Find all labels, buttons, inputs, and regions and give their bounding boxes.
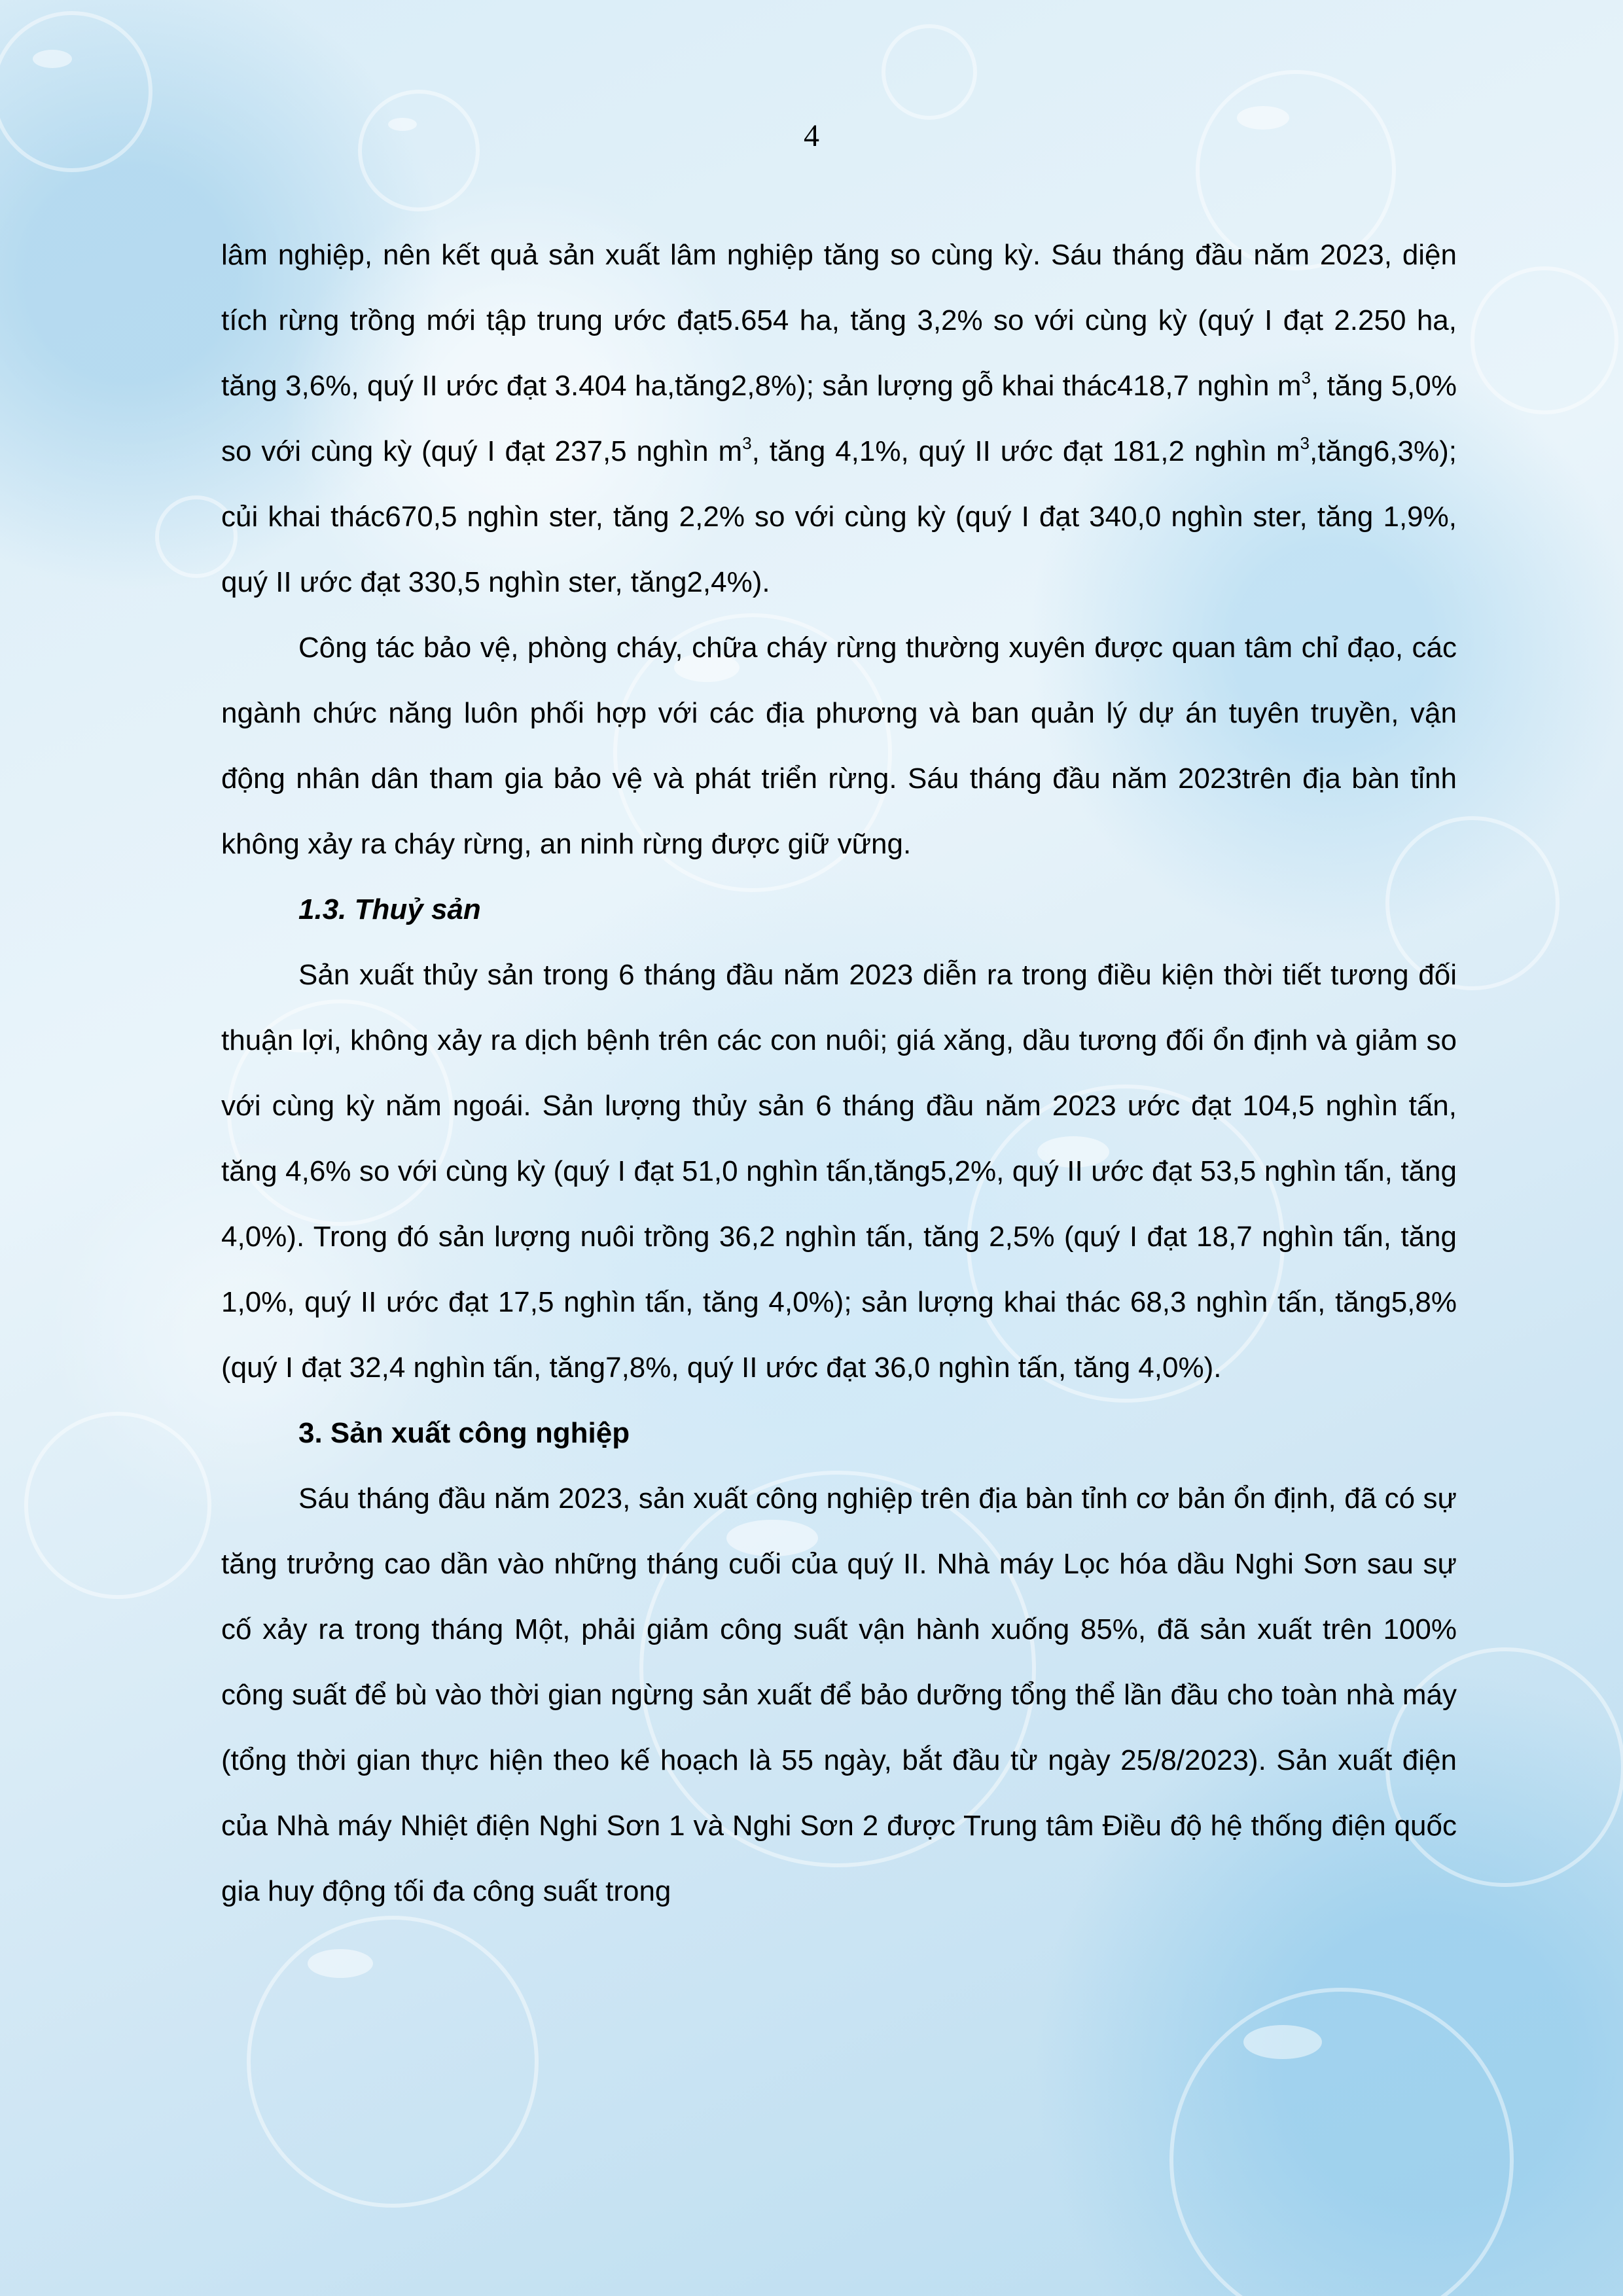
- section-heading-fisheries: 1.3. Thuỷ sản: [298, 893, 481, 925]
- paragraph-forestry-text-2: , tăng 5,0% so với cùng kỳ (quý I đạt 237,5 nghìn m: [221, 370, 1457, 467]
- paragraph-fisheries: Sản xuất thủy sản trong 6 tháng đầu năm 2023 diễn ra trong điều kiện thời tiết tương đối thuận lợi, không xảy ra dịch bệnh trên các con nuôi; giá xăng, dầu tương đối ổn định và giảm so với cùng kỳ năm ngoái. Sản lượng thủy sản 6 tháng đầu năm 2023 ước đạt 104,5 nghìn tấn, tăng 4,6% so với cùng kỳ (quý I đạt 51,0 nghìn tấn,tăng5,2%, quý II ước đạt 53,5 nghìn tấn, tăng 4,0%). Trong đó sản lượng nuôi trồng 36,2 nghìn tấn, tăng 2,5% (quý I đạt 18,7 nghìn tấn, tăng 1,0%, quý II ước đạt 17,5 nghìn tấn, tăng 4,0%); sản lượng khai thác 68,3 nghìn tấn, tăng5,8% (quý I đạt 32,4 nghìn tấn, tăng7,8%, quý II ước đạt 36,0 nghìn tấn, tăng 4,0%).: [221, 959, 1457, 1384]
- document-body: [221, 223, 1457, 1924]
- page-number: 4: [804, 118, 819, 153]
- paragraph-forestry-text-3: , tăng 4,1%, quý II ước đạt 181,2 nghìn m: [751, 435, 1300, 467]
- superscript-cubic: 3: [1301, 368, 1311, 387]
- paragraph-forestry-text-4: ,tăng6,3%); củi khai thác670,5 nghìn ster, tăng 2,2% so với cùng kỳ (quý I đạt 340,0 nghìn ster, tăng 1,9%, quý II ước đạt 330,5 nghìn ster, tăng2,4%).: [221, 435, 1457, 598]
- paragraph-industry: Sáu tháng đầu năm 2023, sản xuất công nghiệp trên địa bàn tỉnh cơ bản ổn định, đã có sự tăng trưởng cao dần vào những tháng cuối của quý II. Nhà máy Lọc hóa dầu Nghi Sơn sau sự cố xảy ra trong tháng Một, phải giảm công suất vận hành xuống 85%, đã sản xuất trên 100% công suất để bù vào thời gian ngừng sản xuất để bảo dưỡng tổng thể lần đầu cho toàn nhà máy (tổng thời gian thực hiện theo kế hoạch là 55 ngày, bắt đầu từ ngày 25/8/2023). Sản xuất điện của Nhà máy Nhiệt điện Nghi Sơn 1 và Nghi Sơn 2 được Trung tâm Điều độ hệ thống điện quốc gia huy động tối đa công suất trong: [221, 1482, 1457, 1907]
- paragraph-forestry-output: [221, 223, 1457, 615]
- section-heading-industry: 3. Sản xuất công nghiệp: [298, 1417, 630, 1449]
- paragraph-forestry-text-1: lâm nghiệp, nên kết quả sản xuất lâm nghiệp tăng so cùng kỳ. Sáu tháng đầu năm 2023, diện tích rừng trồng mới tập trung ước đạt5.654 ha, tăng 3,2% so với cùng kỳ (quý I đạt 2.250 ha, tăng 3,6%, quý II ước đạt 3.404 ha,tăng2,8%); sản lượng gỗ khai thác418,7 nghìn m: [221, 239, 1457, 402]
- paragraph-forest-protection: Công tác bảo vệ, phòng cháy, chữa cháy rừng thường xuyên được quan tâm chỉ đạo, các ngành chức năng luôn phối hợp với các địa phương và ban quản lý dự án tuyên truyền, vận động nhân dân tham gia bảo vệ và phát triển rừng. Sáu tháng đầu năm 2023trên địa bàn tỉnh không xảy ra cháy rừng, an ninh rừng được giữ vững.: [221, 632, 1457, 860]
- superscript-cubic: 3: [742, 433, 752, 453]
- superscript-cubic: 3: [1300, 433, 1310, 453]
